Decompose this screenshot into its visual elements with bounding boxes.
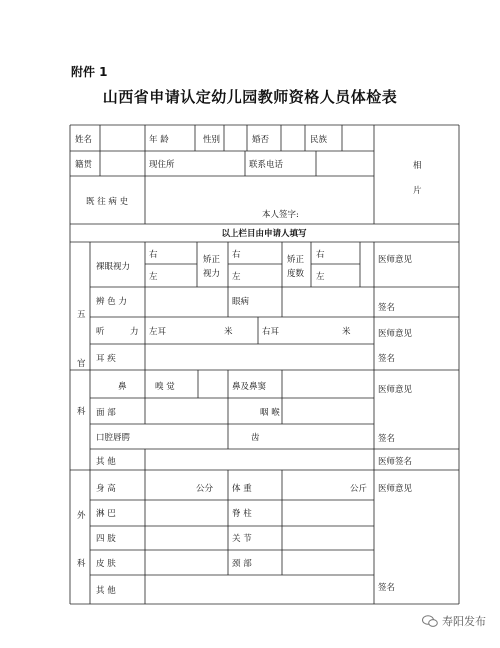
section-facial-1: 五	[77, 310, 86, 320]
label-medical-history: 既 往 病 史	[86, 197, 129, 207]
label-meter-2: 米	[342, 327, 351, 337]
label-doctor-opinion-3: 医师意见	[378, 385, 413, 395]
label-hearing-2: 力	[130, 327, 139, 337]
label-height: 身 高	[96, 484, 116, 494]
label-sign-1: 签名	[378, 303, 396, 313]
label-color-vision: 辨 色 力	[96, 297, 127, 307]
label-left-3: 左	[316, 272, 325, 282]
label-marital: 婚否	[252, 135, 270, 145]
label-left-1: 左	[149, 272, 158, 282]
watermark	[422, 613, 486, 629]
label-throat: 咽 喉	[260, 408, 280, 418]
label-native-place: 籍贯	[75, 160, 93, 170]
label-nose: 鼻	[118, 382, 127, 392]
label-sign-3: 签名	[378, 434, 396, 444]
label-right-1: 右	[149, 250, 158, 260]
label-name: 姓名	[75, 135, 93, 145]
label-corrected-degree-1: 矫正	[287, 255, 305, 265]
wechat-icon	[422, 615, 438, 627]
label-age: 年 龄	[149, 135, 169, 145]
label-left-ear: 左耳	[149, 327, 167, 337]
label-right-ear: 右耳	[262, 327, 280, 337]
label-photo-1: 相	[413, 161, 422, 171]
label-facial-other: 其 他	[96, 457, 116, 467]
label-corrected-vision-2: 视力	[203, 269, 221, 279]
watermark-text: 寿阳发布	[442, 615, 486, 628]
label-photo-2: 片	[413, 186, 422, 196]
label-lymph: 淋 巴	[96, 509, 116, 519]
label-signature: 本人签字:	[262, 210, 299, 220]
label-left-2: 左	[232, 272, 241, 282]
label-ethnic: 民族	[310, 135, 328, 145]
label-corrected-vision-1: 矫正	[203, 255, 221, 265]
label-corrected-degree-2: 度数	[287, 269, 305, 279]
section-surgery-2: 科	[77, 559, 86, 569]
label-right-2: 右	[232, 250, 241, 260]
table-grid	[70, 125, 459, 604]
label-weight: 体 重	[232, 484, 252, 494]
label-eye-disease: 眼病	[232, 297, 250, 307]
label-face: 面 部	[96, 408, 116, 418]
label-gender: 性别	[203, 135, 221, 145]
label-sinus: 鼻及鼻窦	[232, 382, 267, 392]
label-hearing-1: 听	[96, 327, 105, 337]
label-kg: 公斤	[350, 484, 368, 494]
label-lips: 口腔唇腭	[96, 433, 131, 443]
label-smell: 嗅 觉	[155, 382, 175, 392]
label-ear-disease: 耳 疾	[96, 354, 116, 364]
label-surgery-other: 其 他	[96, 586, 116, 596]
label-joints: 关 节	[232, 534, 252, 544]
form-title: 山西省申请认定幼儿园教师资格人员体检表	[102, 88, 398, 106]
label-residence: 现住所	[149, 160, 175, 170]
label-cm: 公分	[196, 484, 214, 494]
label-teeth: 齿	[251, 433, 260, 443]
attachment-label: 附件 1	[71, 65, 108, 79]
label-sign-4: 签名	[378, 583, 396, 593]
label-doctor-opinion-1: 医师意见	[378, 255, 413, 265]
section-facial-2: 官	[77, 359, 86, 369]
label-meter-1: 米	[224, 327, 233, 337]
label-naked-vision: 裸眼视力	[96, 262, 131, 272]
label-doctor-opinion-2: 医师意见	[378, 329, 413, 339]
section-surgery-1: 外	[77, 511, 86, 521]
label-doctor-opinion-4: 医师意见	[378, 484, 413, 494]
label-applicant-note: 以上栏目由申请人填写	[221, 229, 307, 239]
label-skin: 皮 肤	[96, 559, 116, 569]
label-sign-2: 签名	[378, 354, 396, 364]
label-phone: 联系电话	[249, 160, 284, 170]
label-doctor-sign: 医师签名	[378, 457, 413, 467]
label-neck: 颈 部	[232, 559, 252, 569]
label-right-3: 右	[316, 250, 325, 260]
label-spine: 脊 柱	[232, 509, 252, 519]
label-limbs: 四 肢	[96, 534, 116, 544]
section-facial-3: 科	[77, 407, 86, 417]
